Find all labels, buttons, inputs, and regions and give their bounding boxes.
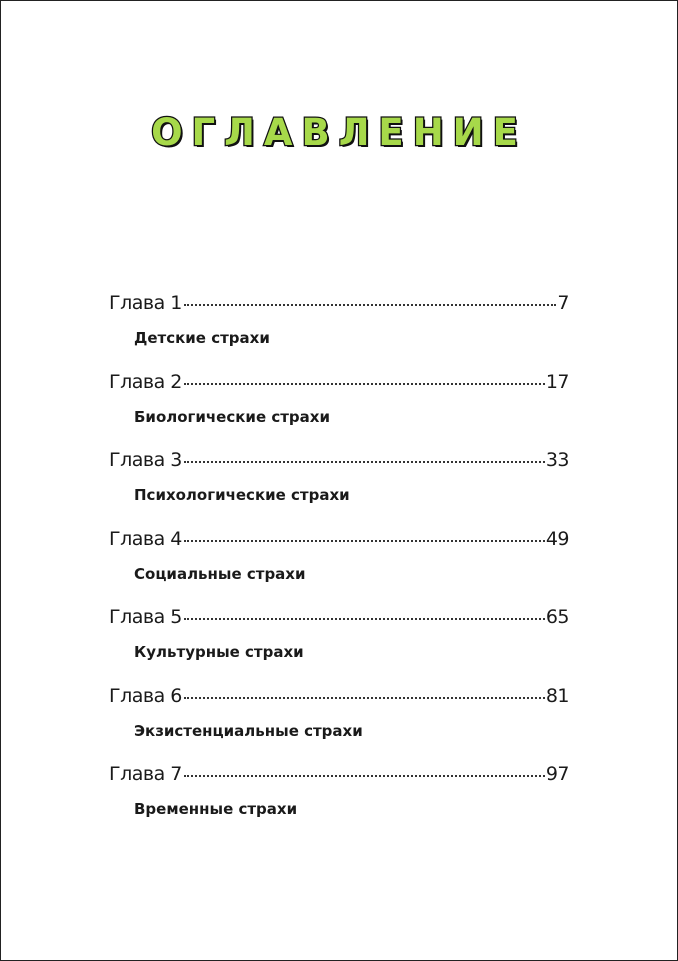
chapter-label: Глава 3 [109,449,182,471]
dot-leader [184,461,545,463]
toc-line [109,528,569,556]
toc-entry [109,292,569,371]
dot-leader [184,775,545,777]
dot-leader [184,618,545,620]
page-number: 49 [545,527,569,550]
toc-line [109,292,569,320]
page-number: 65 [545,606,569,628]
toc-entry [109,449,569,528]
page-number: 81 [545,684,569,707]
toc-entry [109,371,569,450]
page-title: ОГЛАВЛЕНИЕ [151,111,527,154]
chapter-label: Глава 4 [109,527,182,550]
chapter-label: Глава 6 [109,684,182,707]
chapter-subtitle: Социальные страхи [134,564,306,583]
chapter-subtitle: Детские страхи [134,329,270,347]
chapter-subtitle: Экзистенциальные страхи [134,721,363,740]
page-number: 7 [557,292,569,314]
toc-entry [109,763,569,842]
chapter-label: Глава 2 [109,370,182,393]
chapter-subtitle: Культурные страхи [134,643,304,661]
toc-entry [109,685,569,764]
toc-line [109,371,569,399]
page-number: 17 [545,370,569,393]
dot-leader [184,383,545,385]
table-of-contents [109,292,569,842]
toc-line [109,449,569,477]
toc-entry [109,528,569,607]
toc-line [109,685,569,713]
toc-entry [109,606,569,685]
chapter-label: Глава 1 [109,292,182,314]
toc-line [109,606,569,634]
chapter-subtitle: Временные страхи [134,800,298,818]
dot-leader [184,304,557,306]
chapter-label: Глава 7 [109,763,182,785]
dot-leader [184,697,545,699]
chapter-label: Глава 5 [109,606,182,628]
page-number: 33 [545,449,569,471]
chapter-subtitle: Биологические страхи [134,407,330,426]
toc-line [109,763,569,791]
chapter-subtitle: Психологические страхи [134,486,350,504]
dot-leader [184,540,545,542]
page-number: 97 [545,763,569,785]
